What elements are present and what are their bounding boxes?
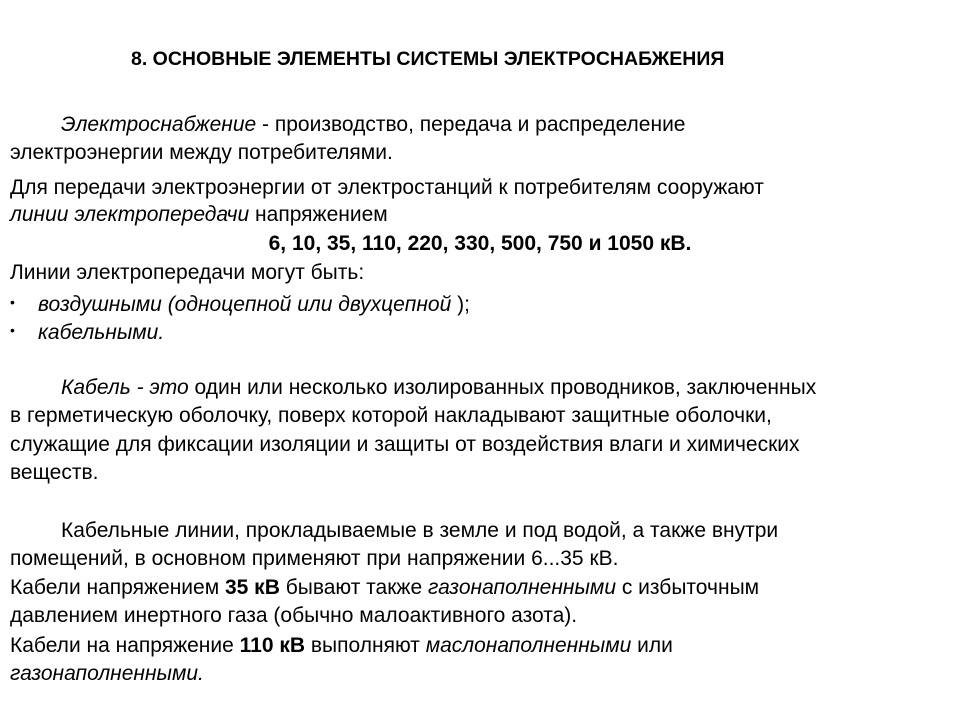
oil-filled-line-2 xyxy=(10,660,204,688)
oil-filled-term-2: газонаполненными. xyxy=(10,662,204,685)
oil-filled-term: маслонаполненными xyxy=(425,634,632,657)
cable-definition-line-3: служащие для фиксации изоляции и защиты от воздействия влаги и химических xyxy=(10,433,800,456)
bullet-icon: • xyxy=(10,322,15,338)
bullet-item-overhead-rest: ); xyxy=(451,293,470,316)
bullet-item-overhead xyxy=(10,288,470,319)
gas-filled-mid: бывают также xyxy=(279,576,428,599)
oil-filled-line-1 xyxy=(10,632,673,660)
gas-filled-rest: с избыточным xyxy=(616,576,760,599)
bullet-item-overhead-term: воздушными (одноцепной или двухцепной xyxy=(38,293,452,316)
definition-text: - производство, передача и распределение xyxy=(256,113,686,136)
cable-definition-line-1 xyxy=(61,374,816,402)
cable-definition-line-4: веществ. xyxy=(10,461,99,484)
cable-term: Кабель - это xyxy=(61,376,189,399)
voltage-35kv: 35 кВ xyxy=(224,576,280,599)
bullet-item-cable-term: кабельными. xyxy=(38,321,165,344)
bullet-icon: • xyxy=(10,294,15,310)
cable-text: один или несколько изолированных проводников, заключенных xyxy=(188,376,817,399)
transmission-text: напряжением xyxy=(249,203,388,226)
line-types-intro: Линии электропередачи могут быть: xyxy=(10,261,365,284)
transmission-line-2 xyxy=(10,201,388,229)
transmission-term: линии электропередачи xyxy=(10,203,250,226)
voltage-110kv: 110 кВ xyxy=(239,634,306,657)
oil-filled-pre: Кабели на напряжение xyxy=(10,634,240,657)
definition-line-1 xyxy=(61,111,686,139)
cable-lines-line-1: Кабельные линии, прокладываемые в земле и под водой, а также внутри xyxy=(61,519,779,542)
oil-filled-rest: или xyxy=(631,634,673,657)
cable-lines-line-2: помещений, в основном применяют при напряжении 6...35 кВ. xyxy=(10,547,619,570)
definition-line-2: электроэнергии между потребителями. xyxy=(10,141,393,164)
page-title: 8. ОСНОВНЫЕ ЭЛЕМЕНТЫ СИСТЕМЫ ЭЛЕКТРОСНАБЖЕНИЯ xyxy=(131,48,725,70)
transmission-line-1: Для передачи электроэнергии от электростанций к потребителям сооружают xyxy=(10,176,764,199)
definition-term: Электроснабжение xyxy=(61,113,257,136)
voltage-list: 6, 10, 35, 110, 220, 330, 500, 750 и 1050 кВ. xyxy=(268,232,692,255)
gas-filled-term: газонаполненными xyxy=(427,576,617,599)
gas-filled-line-1 xyxy=(10,574,759,602)
gas-filled-line-2: давлением инертного газа (обычно малоактивного азота). xyxy=(10,604,578,627)
bullet-item-cable xyxy=(10,316,164,347)
cable-definition-line-2: в герметическую оболочку, поверх которой накладывают защитные оболочки, xyxy=(10,404,772,427)
oil-filled-mid: выполняют xyxy=(305,634,426,657)
gas-filled-pre: Кабели напряжением xyxy=(10,576,225,599)
